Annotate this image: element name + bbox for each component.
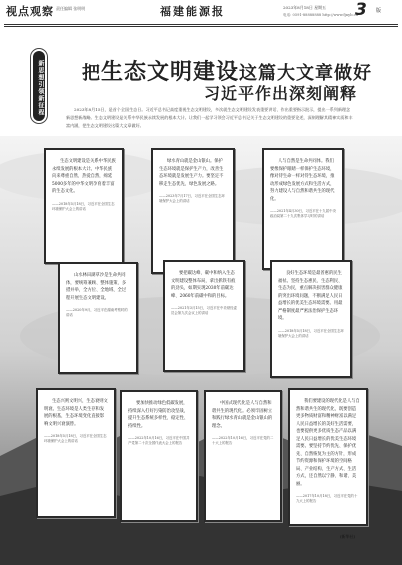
quote-text: 中国式现代化是人与自然和谐共生的现代化。必须牢固树立和践行绿水青山就是金山银山的理念。 [212,401,273,429]
quote-card [36,388,116,518]
column-tag-label: 新思想引领新征程 [33,51,45,121]
quote-card [262,148,344,270]
headline-prefix: 把 [82,63,101,84]
section-editors: 责任编辑 张明明 [56,6,86,11]
header-rule [4,24,398,25]
quote-text: 要把碳达峰、碳中和纳入生态文明建设整体布局，拿出抓铁有痕的劲头，如期实现2030年前碳达峰、2060年前碳中和的目标。 [171,271,236,299]
quote-text: 人与自然是生命共同体。我们要像保护眼睛一样保护生态环境，像对待生命一样对待生态环境，推动形成绿色发展方式和生活方式，努力建设人与自然和谐共生的现代化。 [270,159,335,202]
subheadline: 习近平作出深刻阐释 [204,84,358,103]
page-label: 版 [376,8,382,14]
quote-source: ——2021年3月15日，习近平在中央财经委员会第九次会议上的讲话 [171,306,237,315]
quote-card [288,388,368,526]
quote-source: ——2018年5月18日，习近平在全国生态环境保护大会上的讲话 [278,328,344,338]
quote-card [44,148,124,264]
quote-source: ——2020年9月，习近平在湖南考察时的讲话 [66,308,128,317]
quote-source: ——2023年7月17日，习近平在全国生态环境保护大会上的讲话 [159,194,225,203]
quote-text: 生态兴则文明兴，生态衰则文明衰。生态环境是人类生存和发展的根基，生态环境变化直接影响文明兴衰演替。 [44,399,108,427]
lead-paragraph: 2023年8月15日，是首个全国生态日。习近平总书记高度重视生态文明建设，多次就生态文明建设发表重要讲话、作出重要指示批示，提出一系列新理念新思想新战略。生态文明建设是关系中华民族永续发展的根本大计。让我们一起学习领会习近平总书记关于生态文明建设的重要论述，深刻理解其精神实质和丰富内涵，把生态文明建设这篇大文章做好。 [66,107,353,128]
masthead [0,0,402,26]
headline-suffix: 这篇大文章做好 [239,63,373,84]
quote-card [163,260,245,372]
quote-text: 山水林田湖草沙是生命共同体，要统筹兼顾、整体施策、多措并举，全方位、全地域、全过程开展生态文明建设。 [66,273,127,301]
quote-source: ——2018年5月18日，习近平在全国生态环境保护大会上的讲话 [44,434,107,443]
quote-source: ——2021年4月30日，习近平在十九届中央政治局第二十九次集体学习时的讲话 [270,209,336,218]
quote-card [151,148,235,274]
section-name: 视点观察 [6,5,54,18]
quote-card [120,390,198,522]
quote-text: 生态文明建设是关系中华民族永续发展的根本大计。中华民族向来尊重自然、热爱自然，绵延5000多年的中华文明孕育着丰富的生态文化。 [52,159,116,194]
quote-source: ——2018年5月18日，习近平在全国生态环境保护大会上的讲话 [52,201,115,211]
header-rule-thin [4,26,398,27]
paper-name: 福建能源报 [160,5,225,18]
quote-text: 绿水青山就是金山银山。保护生态环境就是保护生产力，改善生态环境就是发展生产力。要坚定不移走生态优先、绿色发展之路。 [159,159,224,187]
quote-card [270,260,352,378]
quote-source: ——2017年10月18日，习近平在党的十九大上的报告 [296,494,358,503]
image-credit: (新华社) [340,534,356,539]
quote-card [204,390,282,522]
quote-card [58,262,138,374]
issue-date: 2023年8月18日 星期五 [283,5,327,10]
quote-text: 要加快推动绿色低碳发展，持续深入打好污染防治攻坚战，提升生态系统多样性、稳定性、持续性。 [128,401,189,429]
quote-text: 我们要建设的现代化是人与自然和谐共生的现代化，既要创造更多物质财富和精神财富以满足人民日益增长的美好生活需要，也要提供更多优质生态产品以满足人民日益增长的优美生态环境需要。要坚持节约优先、保护优先、自然恢复为主的方针，形成节约资源和保护环境的空间格局、产业结构、生产方式、生活方式，还自然以宁静、和谐、美丽。 [296,399,360,487]
paper-contact: 电话: 0591-88888888 http://www.fjnyb.cn [283,13,358,17]
quote-source: ——2022年10月16日，习近平在中国共产党第二十次全国代表大会上的报告 [128,436,190,445]
headline-highlight: 生态文明建设 [101,59,240,85]
column-tag [30,48,48,124]
quote-text: 良好生态环境是最普惠的民生福祉。坚持生态惠民、生态利民、生态为民，重点解决损害群众健康的突出环境问题，不断满足人民日益增长的优美生态环境需要。用最严格制度最严密法治保护生态环境。 [278,271,343,321]
quote-collage [0,136,402,565]
page-number: 3 [355,0,367,20]
quote-source: ——2022年10月16日，习近平在党的二十大上的报告 [212,436,274,445]
